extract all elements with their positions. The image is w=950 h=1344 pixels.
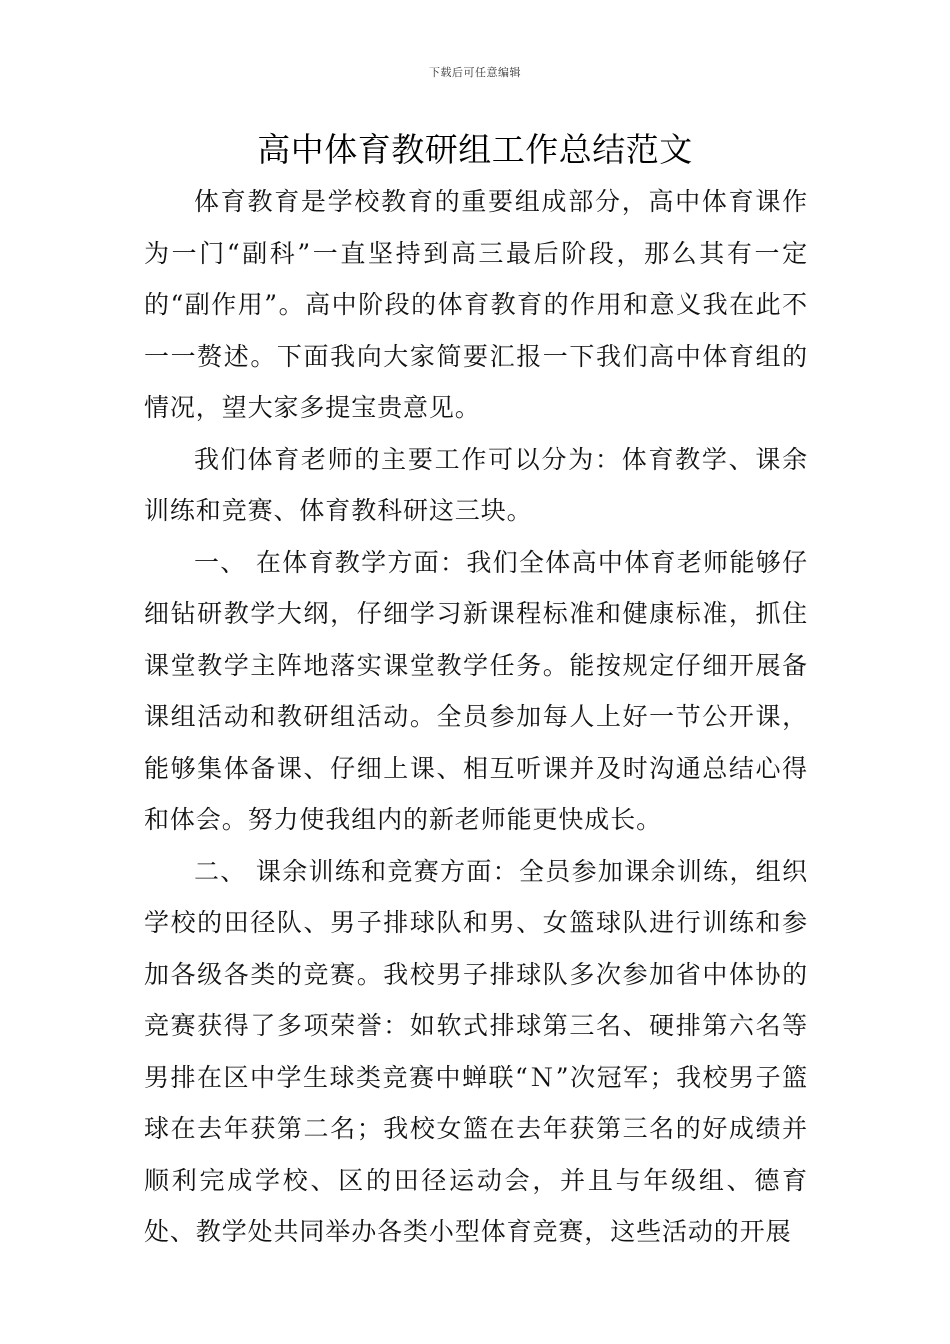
paragraph-work-areas: 我们体育老师的主要工作可以分为：体育教学、课余训练和竞赛、体育教科研这三块。 [144, 444, 808, 525]
document-title: 高中体育教研组工作总结范文 [257, 130, 693, 169]
paragraph-training-competition: 二、 课余训练和竞赛方面：全员参加课余训练，组织学校的田径队、男子排球队和男、女篮球队进行训练和参加各级各类的竞赛。我校男子排球队多次参加省中体协的竞赛获得了多项荣誉：如软式排球第三名、硬排第六名等男排在区中学生球类竞赛中蝉联“Ｎ”次冠军；我校男子篮球在去年获第二名；我校女篮在去年获第三名的好成绩并顺利完成学校、区的田径运动会，并且与年级组、德育处、教学处共同举办各类小型体育竞赛，这些活动的开展 [144, 856, 808, 1246]
document-body [144, 176, 808, 1258]
paragraph-teaching: 一、 在体育教学方面：我们全体高中体育老师能够仔细钻研教学大纲，仔细学习新课程标准和健康标准，抓住课堂教学主阵地落实课堂教学任务。能按规定仔细开展备课组活动和教研组活动。全员参加每人上好一节公开课，能够集体备课、仔细上课、相互听课并及时沟通总结心得和体会。努力使我组内的新老师能更快成长。 [144, 547, 808, 834]
header-note: 下载后可任意编辑 [429, 66, 521, 79]
paragraph-intro: 体育教育是学校教育的重要组成部分，高中体育课作为一门“副科”一直坚持到高三最后阶段，那么其有一定的“副作用”。高中阶段的体育教育的作用和意义我在此不一一赘述。下面我向大家简要汇报一下我们高中体育组的情况，望大家多提宝贵意见。 [144, 187, 808, 422]
